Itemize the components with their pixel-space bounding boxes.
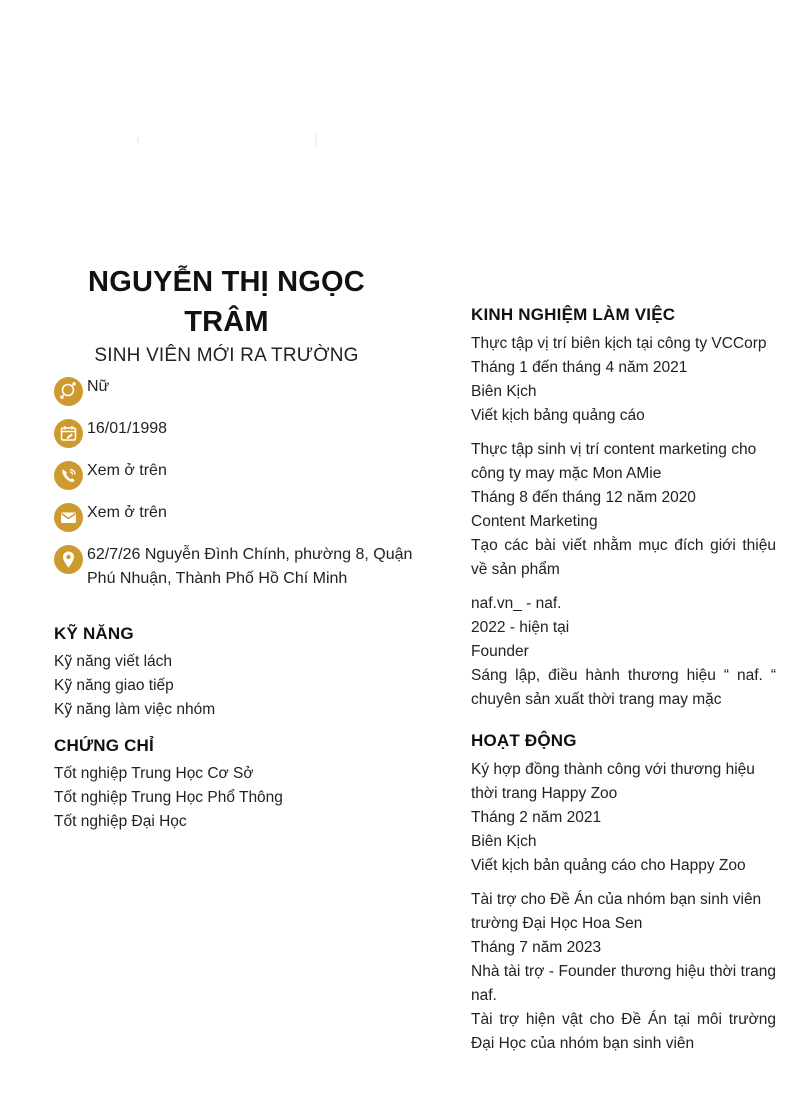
list-item: Kỹ năng viết lách [54,653,173,670]
experience-company: Thực tập vị trí biên kịch tại công ty VCCorp [471,335,767,352]
gender-icon [54,377,83,406]
location-icon [54,545,83,574]
list-item: Kỹ năng giao tiếp [54,677,174,694]
contact-birthday [54,417,439,448]
experience-company: naf.vn_ - naf. [471,595,562,612]
activity-name: Ký hợp đồng thành công với thương hiệu thời trang Happy Zoo [471,761,755,802]
experience-position: Biên Kịch [471,383,537,400]
contact-gender [54,375,439,406]
experience-time: Tháng 1 đến tháng 4 năm 2021 [471,359,688,376]
experience-description: Sáng lập, điều hành thương hiệu “ naf. “ chuyên sản xuất thời trang may mặc [471,667,776,708]
activity-description: Tài trợ hiện vật cho Đề Án tại môi trường Đại Học của nhóm bạn sinh viên [471,1011,776,1052]
activities-title: HOẠT ĐỘNG [471,731,577,750]
list-item: Tốt nghiệp Đại Học [54,813,187,830]
experience-time: Tháng 8 đến tháng 12 năm 2020 [471,489,696,506]
contact-phone [54,459,439,490]
activity-time: Tháng 2 năm 2021 [471,809,602,826]
job-title: SINH VIÊN MỚI RA TRƯỜNG [94,345,359,366]
contact-email [54,501,439,532]
list-item: Tốt nghiệp Trung Học Cơ Sở [54,765,254,782]
experience-position: Founder [471,643,529,660]
name-line-2: TRÂM [184,306,269,338]
activity-description: Viết kịch bản quảng cáo cho Happy Zoo [471,857,746,874]
experience-entry [471,438,776,582]
skills-list [54,650,215,722]
activity-time: Tháng 7 năm 2023 [471,939,602,956]
experience-description: Viết kịch bảng quảng cáo [471,407,645,424]
gender-text: Nữ [87,378,110,395]
activity-role: Nhà tài trợ - Founder thương hiệu thời trang naf. [471,963,776,1004]
activity-entry [471,888,776,1056]
activity-name: Tài trợ cho Đề Án của nhóm bạn sinh viên trường Đại Học Hoa Sen [471,891,762,932]
phone-icon [54,461,83,490]
name-line-1: NGUYỄN THỊ NGỌC [88,266,365,298]
certificates-title: CHỨNG CHỈ [54,736,154,755]
full-name [56,262,397,342]
certificates-list [54,762,283,834]
avatar [137,50,317,230]
list-item: Tốt nghiệp Trung Học Phổ Thông [54,789,283,806]
experience-description: Tạo các bài viết nhằm mục đích giới thiệu về sản phẩm [471,537,776,578]
calendar-icon [54,419,83,448]
address-text: 62/7/26 Nguyễn Đình Chính, phường 8, Quận Phú Nhuận, Thành Phố Hồ Chí Minh [87,546,413,587]
experience-entry [471,332,776,428]
experience-position: Content Marketing [471,513,598,530]
activity-entry [471,758,776,878]
experience-title: KINH NGHIỆM LÀM VIỆC [471,305,676,324]
activity-role: Biên Kịch [471,833,537,850]
skills-title: KỸ NĂNG [54,624,134,643]
email-icon [54,503,83,532]
phone-text: Xem ở trên [87,462,167,479]
experience-entry [471,592,776,712]
birthday-text: 16/01/1998 [87,420,168,437]
experience-company: Thực tập sinh vị trí content marketing cho công ty may mặc Mon AMie [471,441,757,482]
contact-address [54,543,439,591]
email-text: Xem ở trên [87,504,167,521]
list-item: Kỹ năng làm việc nhóm [54,701,216,718]
experience-time: 2022 - hiện tại [471,619,570,636]
